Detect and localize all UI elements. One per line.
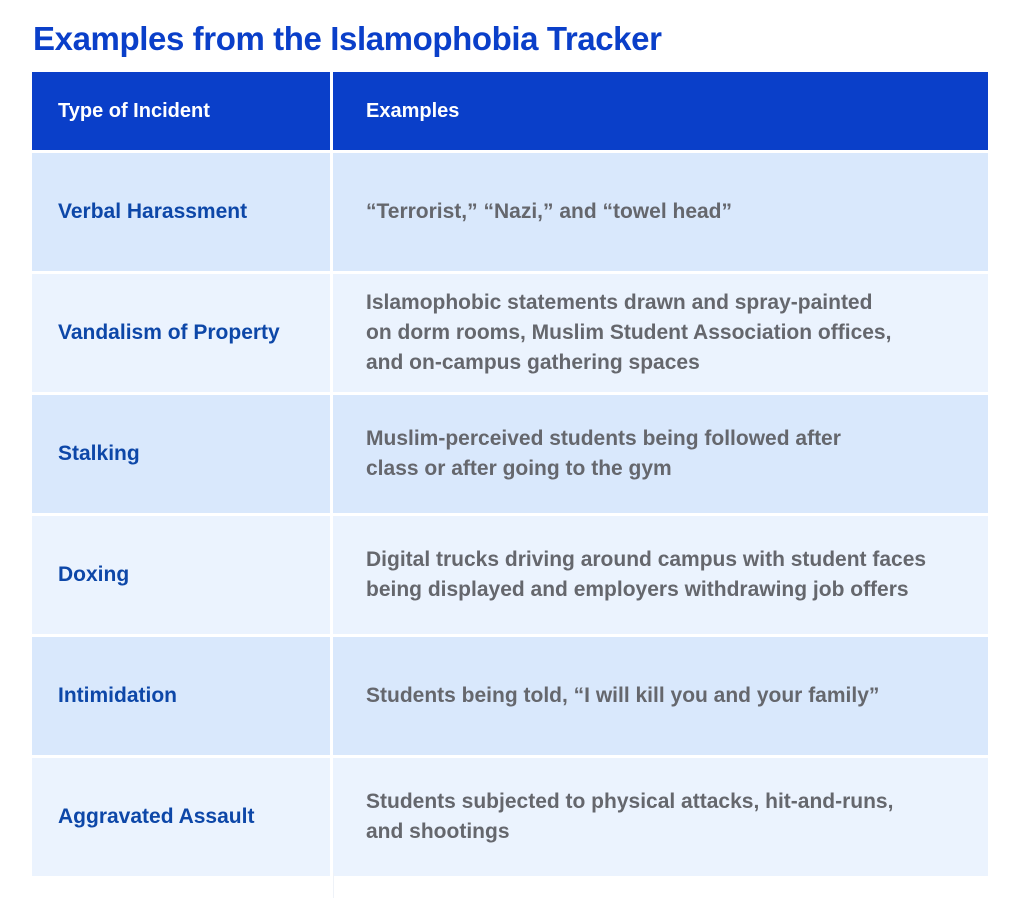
- incident-type-label: Doxing: [58, 563, 130, 586]
- incident-type-cell: [32, 153, 333, 271]
- incident-type-label: Vandalism of Property: [58, 321, 280, 344]
- example-cell: [333, 758, 988, 876]
- table-row: [32, 395, 988, 516]
- example-cell: [333, 395, 988, 513]
- column-header-type-of-incident: Type of Incident: [58, 100, 210, 122]
- example-cell: [333, 274, 988, 392]
- incident-type-cell: [32, 274, 333, 392]
- incident-example-text: Students subjected to physical attacks, hit-and-runs, and shootings: [366, 790, 894, 843]
- incident-type-cell: [32, 758, 333, 876]
- incident-type-cell: [32, 637, 333, 755]
- table-row: [32, 516, 988, 637]
- incident-example-text: “Terrorist,” “Nazi,” and “towel head”: [366, 200, 733, 223]
- incident-type-label: Intimidation: [58, 684, 177, 707]
- incident-type-label: Verbal Harassment: [58, 200, 248, 223]
- table-column-divider-stub: [333, 873, 334, 898]
- table-header-row: [32, 72, 988, 153]
- example-cell: [333, 516, 988, 634]
- incident-example-text: Students being told, “I will kill you and your family”: [366, 684, 880, 707]
- incident-example-text: Islamophobic statements drawn and spray-painted on dorm rooms, Muslim Student Association offices, and on-campus gathering spaces: [366, 291, 892, 374]
- table-row: [32, 153, 988, 274]
- example-cell: [333, 637, 988, 755]
- header-cell-examples: [333, 72, 988, 150]
- column-header-examples: Examples: [366, 100, 460, 122]
- incident-type-label: Stalking: [58, 442, 140, 465]
- incident-example-text: Digital trucks driving around campus with student faces being displayed and employers withdrawing job offers: [366, 548, 927, 601]
- incident-type-label: Aggravated Assault: [58, 805, 255, 828]
- incident-examples-table: [32, 72, 988, 876]
- incident-type-cell: [32, 516, 333, 634]
- example-cell: [333, 153, 988, 271]
- incident-type-cell: [32, 395, 333, 513]
- table-row: [32, 274, 988, 395]
- header-cell-type: [32, 72, 333, 150]
- incident-example-text: Muslim-perceived students being followed after class or after going to the gym: [366, 427, 841, 480]
- table-row: [32, 758, 988, 876]
- page-title: Examples from the Islamophobia Tracker: [33, 20, 662, 57]
- table-row: [32, 637, 988, 758]
